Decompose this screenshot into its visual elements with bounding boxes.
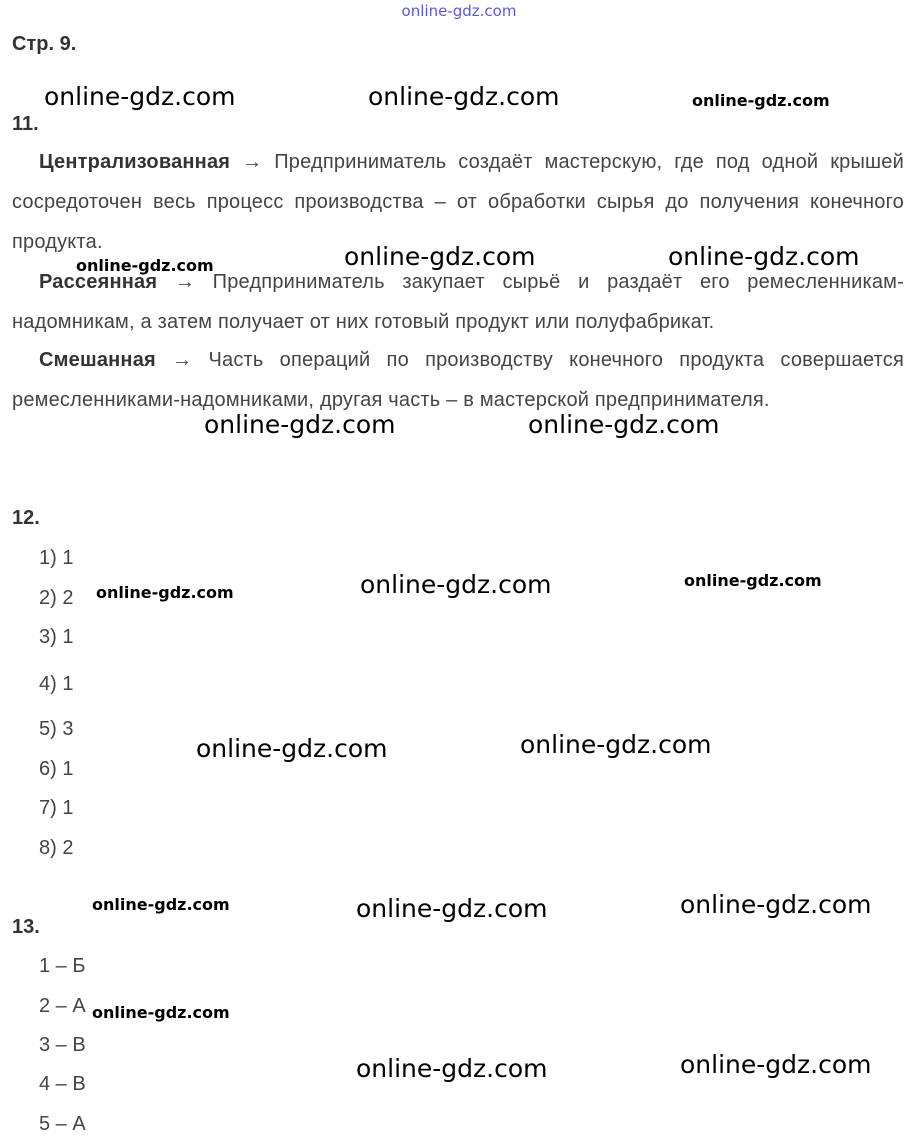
top-watermark: online-gdz.com <box>401 2 517 20</box>
arrow: → <box>242 151 263 173</box>
watermark: online-gdz.com <box>44 82 236 111</box>
q12-answer: 2) 2 <box>39 587 74 609</box>
q13-answer: 2 – А <box>39 995 86 1017</box>
q12-answer: 3) 1 <box>39 626 74 648</box>
question-13-number: 13. <box>12 916 40 938</box>
q13-answer: 4 – В <box>39 1073 86 1095</box>
q13-answer: 3 – В <box>39 1034 86 1056</box>
q11-paragraph-mixed <box>12 340 904 420</box>
term-centralized: Централизованная <box>39 151 231 173</box>
q12-answer: 6) 1 <box>39 758 74 780</box>
q12-answer: 7) 1 <box>39 797 74 819</box>
definition-centralized: Предприниматель создаёт мастерскую, где под одной крышей сосредоточен весь процесс производства – от обработки сырья до получения конечного продукта. <box>12 151 904 253</box>
watermark: online-gdz.com <box>356 1054 548 1083</box>
definition-mixed: Часть операций по производству конечного продукта совершается ремесленниками-надомниками, другая часть – в мастерской предпринимателя. <box>12 349 904 411</box>
q13-answer: 1 – Б <box>39 955 86 977</box>
arrow: → <box>174 271 196 293</box>
watermark: online-gdz.com <box>196 734 388 763</box>
watermark: online-gdz.com <box>680 890 872 919</box>
watermark: online-gdz.com <box>528 410 720 439</box>
watermark: online-gdz.com <box>360 570 552 599</box>
q12-answer: 1) 1 <box>39 547 74 569</box>
watermark: online-gdz.com <box>356 894 548 923</box>
q12-answer: 5) 3 <box>39 718 74 740</box>
watermark: online-gdz.com <box>344 242 536 271</box>
watermark: online-gdz.com <box>668 242 860 271</box>
watermark: online-gdz.com <box>692 91 830 110</box>
page-title: Стр. 9. <box>12 33 77 55</box>
watermark: online-gdz.com <box>684 571 822 590</box>
arrow: → <box>172 349 193 371</box>
question-11-number: 11. <box>12 113 39 135</box>
watermark: online-gdz.com <box>368 82 560 111</box>
watermark: online-gdz.com <box>92 895 230 914</box>
watermark: online-gdz.com <box>520 730 712 759</box>
question-12-number: 12. <box>12 507 40 529</box>
watermark: online-gdz.com <box>204 410 396 439</box>
watermark: online-gdz.com <box>96 583 234 602</box>
definition-dispersed: Предприниматель закупает сырьё и раздаёт его ремесленникам-надомникам, а затем получает от них готовый продукт или полуфабрикат. <box>12 271 904 333</box>
q12-answer: 8) 2 <box>39 837 74 859</box>
term-dispersed: Рассеянная <box>39 271 158 293</box>
watermark: online-gdz.com <box>92 1003 230 1022</box>
q12-answer: 4) 1 <box>39 673 74 695</box>
q13-answer: 5 – А <box>39 1113 86 1135</box>
term-mixed: Смешанная <box>39 349 156 371</box>
watermark: online-gdz.com <box>76 256 214 275</box>
watermark: online-gdz.com <box>680 1050 872 1079</box>
